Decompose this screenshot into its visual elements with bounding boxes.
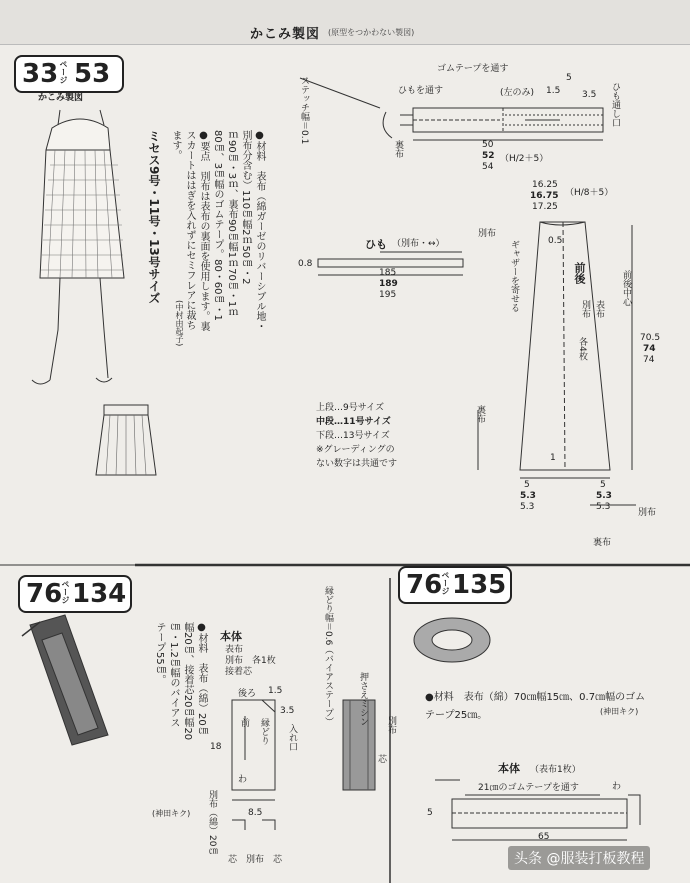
legend-11: 中段…11号サイズ (316, 417, 391, 427)
case-front-label: 前 (239, 718, 249, 727)
himo-08: 0.8 (298, 259, 313, 269)
waist-width-11: 52 (482, 151, 495, 161)
himo-betsu: （別布・↔） (392, 239, 445, 249)
front-back-label: 前後 (573, 262, 586, 284)
scrunchie-materials: ●材料 表布（綿）70㎝幅15㎝、0.7㎝幅のゴム (425, 692, 646, 703)
badge-right-number: 53 (74, 59, 111, 89)
bias-label: 縁どり幅＝0.6（バイアステープ） (323, 586, 333, 727)
scrunchie-illustration (414, 618, 490, 662)
page-badge-134 (18, 575, 132, 613)
header-subtitle: (原型をつかわない製図) (328, 28, 415, 37)
case-85: 8.5 (248, 808, 263, 818)
himo-mouth-label: ひも通し口 (610, 82, 620, 127)
skirt-betsu: 別布 (478, 229, 497, 239)
badge-page-label: ページ (59, 60, 68, 84)
legend-9: 上段…9号サイズ (316, 403, 385, 413)
waist-himo-label: ひもを通す (398, 86, 444, 96)
skirt-cloth-label: 表布 (594, 300, 604, 318)
hem-right-11: 5.3 (596, 491, 612, 501)
skirt-top-11: 16.75 (530, 191, 559, 201)
skirt-top-9: 16.25 (532, 180, 558, 190)
waist-width-13: 54 (482, 162, 494, 172)
badge-left-number: 33 (22, 59, 59, 89)
skirt-betsu2-label: 別布 (580, 300, 590, 318)
header-title: かこみ製図 (250, 27, 321, 42)
case-bottom-labels: 芯 別布 芯 (228, 855, 283, 865)
bias-shin-label: 芯 (378, 755, 388, 765)
skirt-05: 0.5 (548, 236, 563, 246)
stitch-width-label: ステッチ幅＝0.1 (299, 76, 309, 145)
scrunchie-body-title: 本体 (498, 762, 520, 775)
scrunchie-5: 5 (427, 808, 433, 818)
case-materials: ●材料 表布（綿）20㎝ 幅20㎝、接着芯20㎝幅20 ㎝・1.2㎝幅のバイアス テープ55㎝。 (154, 622, 207, 741)
legend-13: 下段…13号サイズ (316, 431, 390, 441)
waist-formula: （H/2＋5） (500, 154, 549, 164)
himo-len-9: 185 (379, 268, 397, 278)
credit: (中村由起子) (175, 300, 184, 347)
waist-5: 5 (566, 73, 572, 83)
hem-left-9: 5 (524, 480, 530, 490)
bias-betsu-label: 別布 (386, 716, 396, 734)
badge2-right: 134 (72, 579, 127, 609)
hem-right-9: 5 (600, 480, 606, 490)
case-parts: 表布 別布 各1枚 接着芯 (225, 645, 276, 677)
case-35: 3.5 (280, 706, 295, 716)
badge3-right: 135 (452, 570, 507, 600)
hem-right-13: 5.3 (596, 502, 611, 512)
skirt-top-13: 17.25 (532, 202, 558, 212)
case-body-title: 本体 (220, 630, 242, 643)
himo-len-13: 195 (379, 290, 397, 300)
center-front-back-label: 前後中心 (621, 270, 631, 306)
small-skirt-sketch (96, 405, 156, 475)
skirt-height-13: 74 (643, 355, 655, 365)
materials-text: ●材料 表布（綿ガーゼのリバーシブル地・ 別布分含む）110㎝幅2ｍ50㎝・2 ｍ90㎝・3ｍ、裏布90㎝幅1ｍ70㎝・1ｍ 80㎝、3㎝幅のゴムテープ。80・60㎝・1 ●要点 別布は表布の裏面を使用します。裏 スカートははぎを入れずにセミフレアに裁ち ます。 (170, 130, 265, 331)
himo-title: ひも (365, 238, 387, 251)
badge-caption: かこみ製図 (38, 93, 84, 103)
hem-left-13: 5.3 (520, 502, 535, 512)
legend-note2: ない数字は共通です (316, 459, 398, 469)
scrunchie-gom-label: 21㎝のゴムテープを通す (478, 783, 579, 793)
skirt-panel-pattern (478, 222, 636, 505)
waist-ura-label: 裏布 (393, 140, 403, 158)
ura-side-label: 裏布 (475, 405, 485, 423)
badge3-page: ページ (441, 571, 450, 595)
scrunchie-credit: (神田キク) (600, 707, 639, 716)
scrunchie-materials-2: テープ25㎝。 (425, 710, 488, 721)
skirt-ura-label: 裏布 (593, 538, 612, 548)
badge2-left: 76 (26, 579, 63, 609)
case-materials-2: 別布（綿）20㎝ (207, 790, 217, 856)
press-label: 押さえミシン (358, 672, 368, 726)
waist-15: 1.5 (546, 86, 561, 96)
waist-35: 3.5 (582, 90, 597, 100)
case-back-label: 後ろ (238, 689, 257, 699)
skirt-height-9: 70.5 (640, 333, 661, 343)
size-title: ミセス9号・11号・13号サイズ (147, 130, 161, 304)
scrunchie-body-sub: （表布1枚） (530, 765, 581, 775)
skirt-height-11: 74 (643, 344, 656, 354)
case-entrance: 入れ口 (287, 724, 297, 751)
badge2-page: ページ (61, 580, 70, 604)
skirt-formula: （H/8＋5） (565, 188, 614, 198)
case-credit: (神田キク) (152, 809, 191, 818)
watermark: 头条 @服装打板教程 (508, 846, 650, 870)
case-18: 18 (210, 742, 222, 752)
case-wa: わ (238, 775, 248, 785)
case-15: 1.5 (268, 686, 283, 696)
waist-width-9: 50 (482, 140, 494, 150)
page-badge-135 (398, 566, 512, 604)
gather-label: ギャザーを寄せる (509, 240, 519, 312)
case-edge-label: 縁どり (259, 718, 269, 745)
badge3-left: 76 (406, 570, 443, 600)
waist-left-label: (左のみ) (500, 88, 535, 98)
hem-left-11: 5.3 (520, 491, 536, 501)
skirt-1: 1 (550, 453, 556, 463)
scrunchie-65: 65 (538, 832, 550, 842)
legend-note1: ※グレーディングの (316, 445, 395, 455)
glasses-case-illustration (22, 615, 108, 745)
waist-gom-label: ゴムテープを通す (437, 64, 509, 74)
skirt-betsu-hem: 別布 (638, 508, 657, 518)
scrunchie-wa: わ (612, 782, 622, 792)
skirt-illustration (32, 110, 124, 384)
each-4-label: 各4枚 (577, 337, 587, 361)
himo-len-11: 189 (379, 279, 398, 289)
